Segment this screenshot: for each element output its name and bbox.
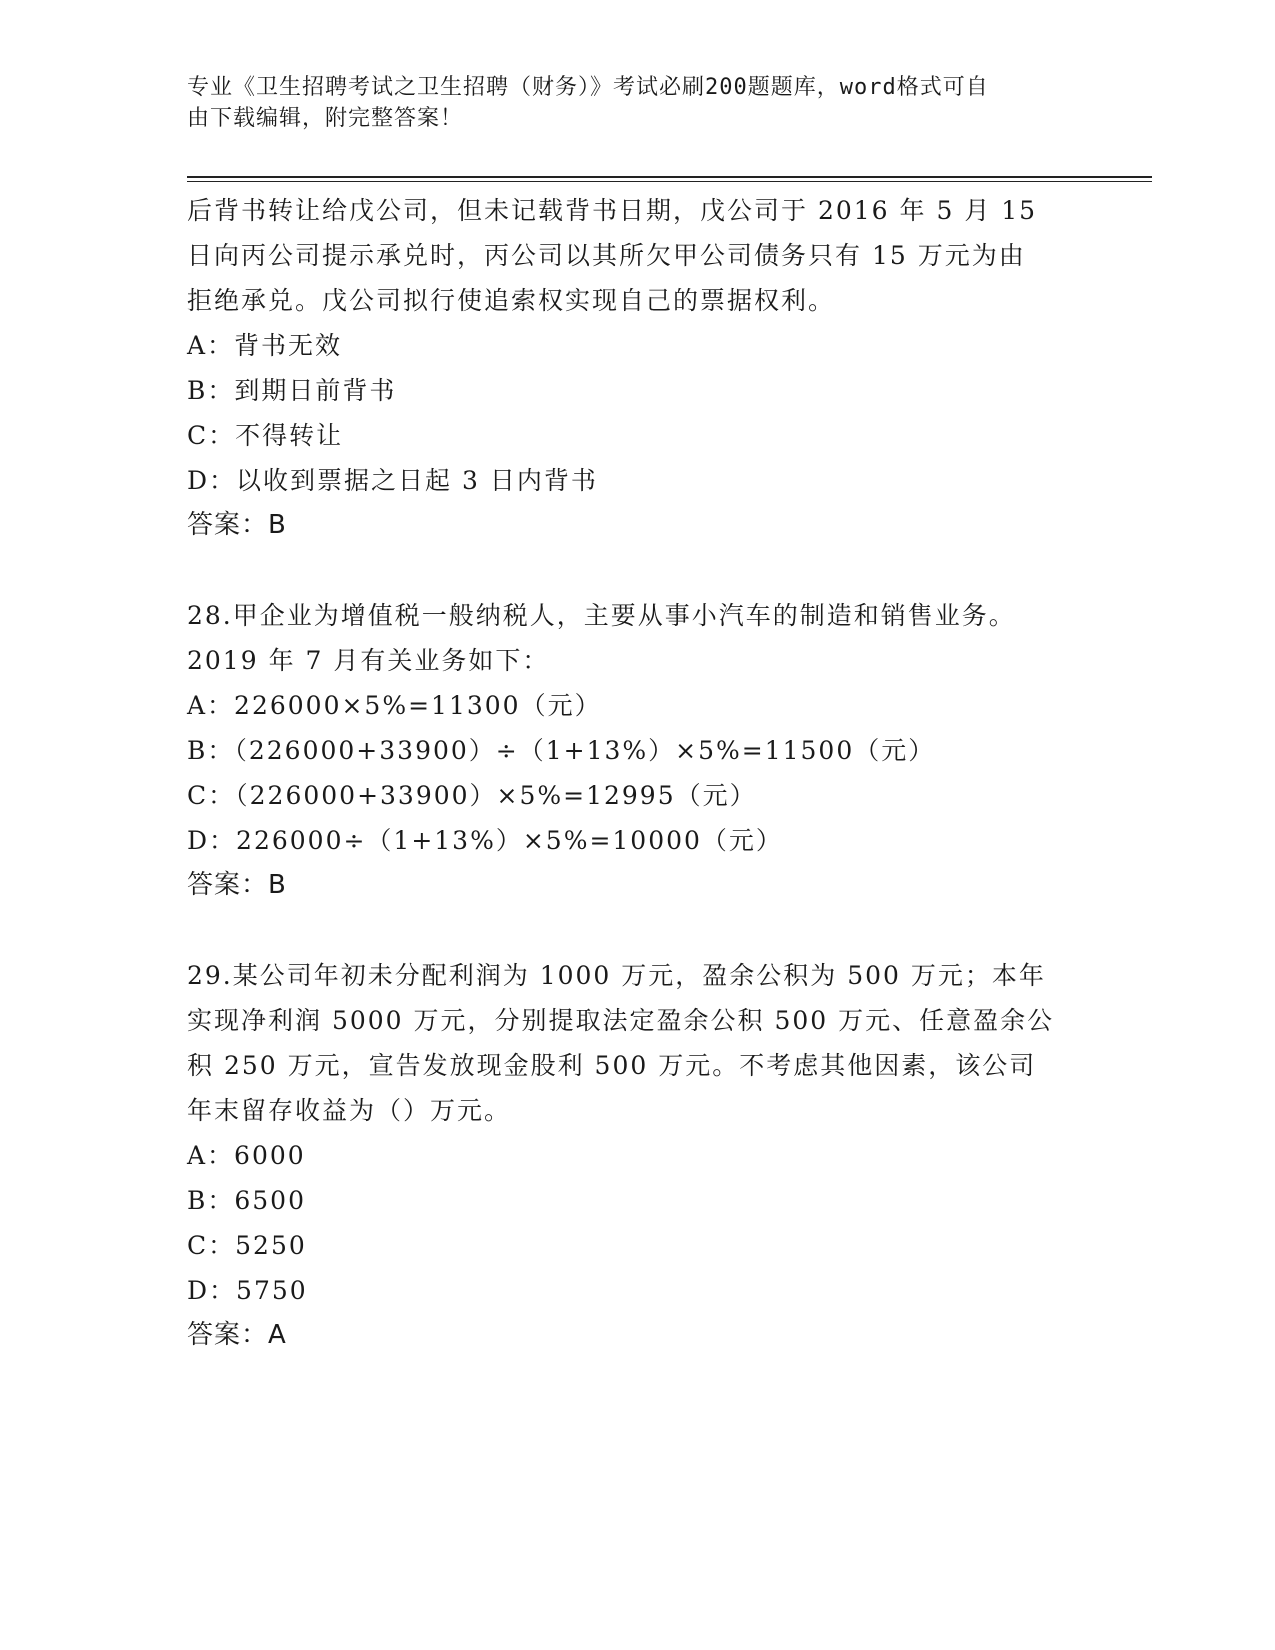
answer-label: 答案：B bbox=[187, 510, 287, 540]
header-line-2: 由下载编辑，附完整答案！ bbox=[187, 106, 464, 131]
option-d: D：以收到票据之日起 3 日内背书 bbox=[187, 466, 598, 495]
question-text-line: 29.某公司年初未分配利润为 1000 万元，盈余公积为 500 万元；本年 bbox=[187, 961, 1046, 990]
option-b: B：6500 bbox=[187, 1186, 306, 1215]
question-28 bbox=[187, 593, 1087, 908]
option-d: D：5750 bbox=[187, 1276, 308, 1305]
question-text-line: 后背书转让给戊公司，但未记载背书日期，戊公司于 2016 年 5 月 15 bbox=[187, 196, 1038, 225]
option-b: B：（226000+33900）÷（1+13%）×5%=11500（元） bbox=[187, 736, 936, 765]
option-c: C：（226000+33900）×5%=12995（元） bbox=[187, 781, 757, 810]
spacer bbox=[187, 548, 1087, 593]
header-divider-thin bbox=[187, 181, 1152, 182]
header-line-1: 专业《卫生招聘考试之卫生招聘（财务）》考试必刷200题题库，word格式可自 bbox=[187, 75, 989, 100]
document-header bbox=[187, 72, 1067, 134]
question-27 bbox=[187, 188, 1087, 548]
option-a: A：背书无效 bbox=[187, 331, 343, 360]
question-text-line: 28.甲企业为增值税一般纳税人，主要从事小汽车的制造和销售业务。 bbox=[187, 601, 1016, 630]
document-body bbox=[187, 188, 1087, 1358]
header-divider-thick bbox=[187, 176, 1152, 178]
answer-label: 答案：B bbox=[187, 870, 287, 900]
option-c: C：不得转让 bbox=[187, 421, 344, 450]
option-a: A：6000 bbox=[187, 1141, 306, 1170]
answer-label: 答案：A bbox=[187, 1320, 287, 1350]
question-text-line: 日向丙公司提示承兑时，丙公司以其所欠甲公司债务只有 15 万元为由 bbox=[187, 241, 1026, 270]
spacer bbox=[187, 908, 1087, 953]
question-29 bbox=[187, 953, 1087, 1358]
option-a: A：226000×5%=11300（元） bbox=[187, 691, 602, 720]
question-text-line: 2019 年 7 月有关业务如下： bbox=[187, 646, 550, 675]
question-text-line: 实现净利润 5000 万元，分别提取法定盈余公积 500 万元、任意盈余公 bbox=[187, 1006, 1055, 1035]
option-d: D：226000÷（1+13%）×5%=10000（元） bbox=[187, 826, 783, 855]
question-text-line: 积 250 万元，宣告发放现金股利 500 万元。不考虑其他因素，该公司 bbox=[187, 1051, 1037, 1080]
question-text-line: 年末留存收益为（）万元。 bbox=[187, 1096, 512, 1125]
option-c: C：5250 bbox=[187, 1231, 307, 1260]
option-b: B：到期日前背书 bbox=[187, 376, 397, 405]
question-text-line: 拒绝承兑。戊公司拟行使追索权实现自己的票据权利。 bbox=[187, 286, 836, 315]
